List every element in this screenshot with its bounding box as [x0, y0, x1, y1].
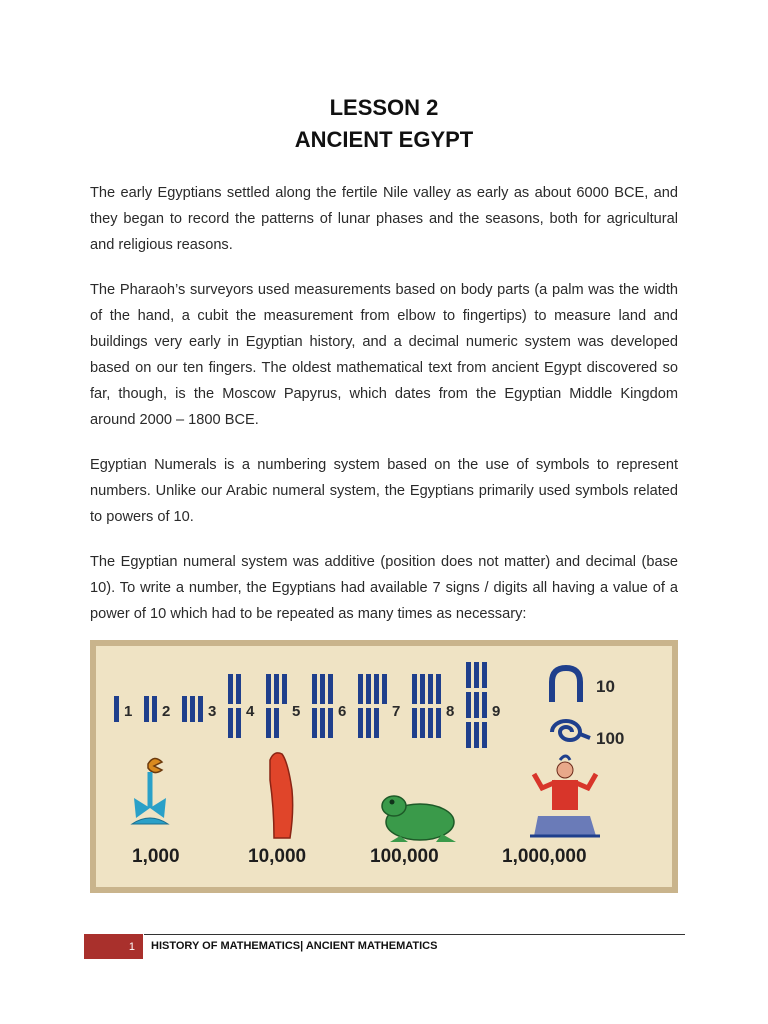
digit-label-5: 5: [292, 703, 301, 720]
unit-stroke: [474, 722, 479, 748]
unit-stroke: [144, 696, 149, 722]
unit-stroke: [482, 722, 487, 748]
unit-stroke: [382, 674, 387, 704]
digit-label-3: 3: [208, 703, 217, 720]
digit-label-7: 7: [392, 703, 401, 720]
unit-stroke: [466, 692, 471, 718]
unit-stroke: [420, 708, 425, 738]
unit-stroke: [474, 662, 479, 688]
unit-stroke: [114, 696, 119, 722]
unit-stroke: [428, 674, 433, 704]
unit-stroke: [436, 708, 441, 738]
digit-label-9: 9: [492, 703, 501, 720]
unit-stroke: [474, 692, 479, 718]
unit-stroke: [236, 708, 241, 738]
label-100: 100: [596, 729, 625, 748]
egyptian-numerals-figure: [90, 640, 678, 893]
unit-stroke: [228, 708, 233, 738]
digit-label-1: 1: [124, 703, 133, 720]
digit-label-8: 8: [446, 703, 455, 720]
lesson-number: LESSON 2: [329, 95, 439, 120]
unit-stroke: [228, 674, 233, 704]
unit-stroke: [266, 708, 271, 738]
unit-stroke: [320, 674, 325, 704]
unit-stroke: [274, 674, 279, 704]
unit-stroke: [266, 674, 271, 704]
digit-label-2: 2: [162, 703, 171, 720]
unit-stroke: [374, 708, 379, 738]
unit-stroke: [412, 708, 417, 738]
unit-stroke: [366, 708, 371, 738]
unit-stroke: [482, 662, 487, 688]
label-100000: 100,000: [370, 846, 439, 867]
unit-stroke: [466, 662, 471, 688]
digit-label-6: 6: [338, 703, 347, 720]
unit-stroke: [466, 722, 471, 748]
unit-stroke: [412, 674, 417, 704]
hieroglyph-illustration: [90, 640, 678, 893]
unit-stroke: [428, 708, 433, 738]
lesson-title: ANCIENT EGYPT: [294, 127, 474, 152]
label-10: 10: [596, 677, 615, 696]
footer-title: HISTORY OF MATHEMATICS| ANCIENT MATHEMATICS: [151, 940, 438, 952]
label-1000000: 1,000,000: [502, 846, 587, 867]
unit-stroke: [328, 708, 333, 738]
unit-stroke: [152, 696, 157, 722]
unit-stroke: [190, 696, 195, 722]
paragraph-1: The early Egyptians settled along the fertile Nile valley as early as about 6000 BCE, and they began to record the patterns of lunar phases and the seasons, both for agricultural and religious reasons.: [90, 185, 678, 253]
unit-stroke: [320, 708, 325, 738]
unit-stroke: [236, 674, 241, 704]
footer-rule: [144, 934, 685, 935]
unit-stroke: [182, 696, 187, 722]
digit-label-4: 4: [246, 703, 255, 720]
unit-stroke: [282, 674, 287, 704]
unit-stroke: [312, 674, 317, 704]
label-1000: 1,000: [132, 846, 180, 867]
unit-stroke: [198, 696, 203, 722]
unit-stroke: [358, 708, 363, 738]
unit-stroke: [366, 674, 371, 704]
paragraph-4: The Egyptian numeral system was additive (position does not matter) and decimal (base 10). To write a number, the Egyptians had available 7 signs / digits all having a value of a power of 10 which had to be repeated as many times as necessary:: [90, 554, 678, 622]
unit-stroke: [328, 674, 333, 704]
unit-stroke: [420, 674, 425, 704]
paragraph-2: The Pharaoh’s surveyors used measurements based on body parts (a palm was the width of the hand, a cubit the measurement from elbow to fingertips) to measure land and buildings very early in Egyptian history, and a decimal numeric system was developed based on our ten fingers. The oldest mathematical text from ancient Egypt discovered so far, though, is the Moscow Papyrus, which dates from the Egyptian Middle Kingdom around 2000 – 1800 BCE.: [90, 282, 678, 428]
page-number: 1: [84, 934, 143, 959]
label-10000: 10,000: [248, 846, 307, 867]
unit-stroke: [312, 708, 317, 738]
unit-stroke: [436, 674, 441, 704]
unit-stroke: [482, 692, 487, 718]
unit-stroke: [358, 674, 363, 704]
paragraph-3: Egyptian Numerals is a numbering system based on the use of symbols to represent numbers. Unlike our Arabic numeral system, the Egyptians primarily used symbols related to powers of 10.: [90, 457, 678, 525]
unit-stroke: [374, 674, 379, 704]
unit-stroke: [274, 708, 279, 738]
